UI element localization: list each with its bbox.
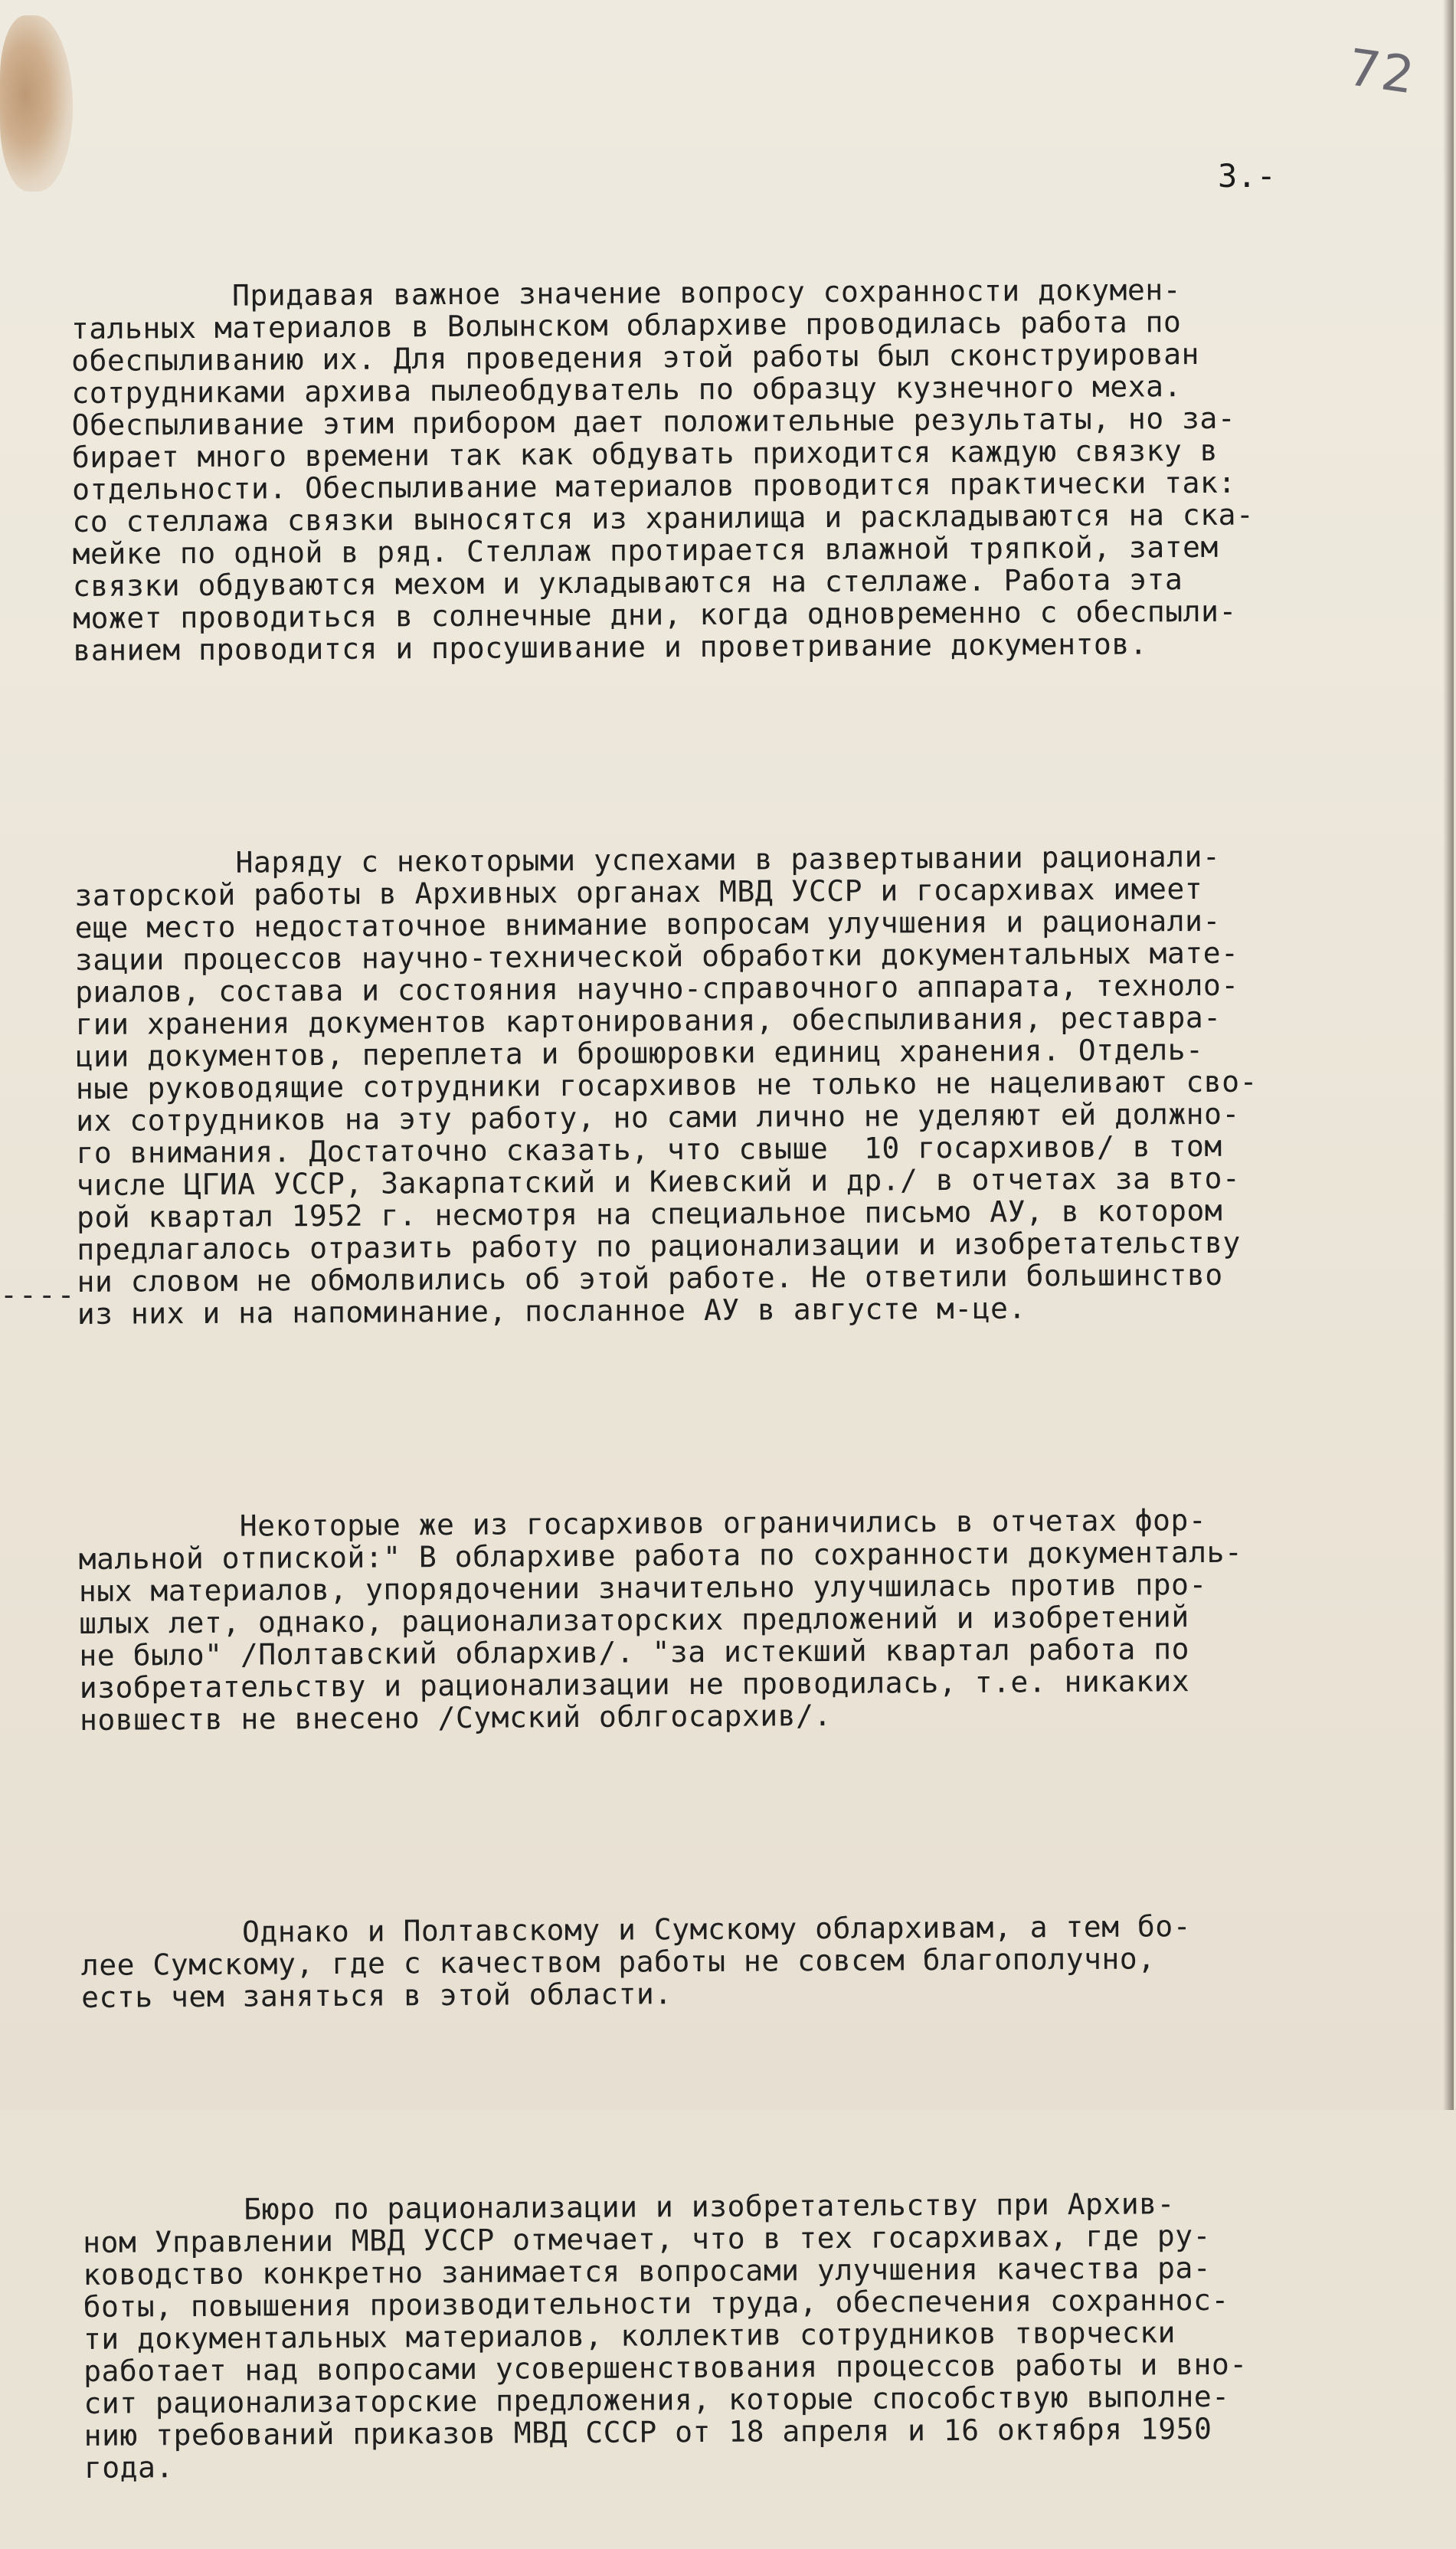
paragraph-poltava-sumy: Однако и Полтавскому и Сумскому облархивам, а тем бо- лее Сумскому, где с качеством работы не совсем благополучно, есть чем заняться в этой области.: [80, 1909, 1192, 2014]
paragraph-dust-removal: Придавая важное значение вопросу сохранности докумен- тальных материалов в Волынском облархиве проводилась работа по обеспыливанию их. Для проведения этой работы был сконструирован сотрудниками архива пылеобдуватель по образцу кузнечного меха. Обеспыливание этим прибором дает положительные результаты, но за- бирает много времени так как обдувать приходится каждую связку в отдельности. Обеспыливание материалов проводится практически так: со стеллажа связки выносятся из хранилища и раскладываются на ска- мейке по одной в ряд. Стеллаж протирается влажной тряпкой, затем связки обдуваются мехом и укладываются на стеллаже. Работа эта может проводиться в солнечные дни, когда одновременно с обеспыли- ванием проводится и просушивание и проветривание документов.: [70, 273, 1255, 667]
document-body: [70, 208, 1456, 2548]
paragraph-formal-reports: Некоторые же из госархивов ограничились в отчетах фор- мальной отпиской:" В облархиве работа по сохранности документаль- ных материалов, упорядочении значительно улучшилась против про- шлых лет, однако, рационализаторских предложений и изобретений не было" /Полтавский облархив/. "за истекший квартал работа по изобретательству и рационализации не проводилась, т.е. никаких новшеств не внесено /Сумский облгосархив/.: [78, 1502, 1243, 1737]
page-number: 3.-: [1218, 157, 1276, 195]
folio-number: 72: [1344, 38, 1419, 106]
margin-mark: ----: [0, 1278, 77, 1312]
paragraph-insufficient-attention: Наряду с некоторыми успехами в развертывании рационали- заторской работы в Архивных органах МВД УССР и госархивах имеет еще место недостаточное внимание вопросам улучшения и рационали- зации процессов научно-технической обработки документальных мате- риалов, состава и состояния научно-справочного аппарата, техноло- гии хранения документов картонирования, обеспыливания, реставра- ции документов, переплета и брошюровки единиц хранения. Отдель- ные руководящие сотрудники госархивов не только не нацеливают сво- их сотрудников на эту работу, но сами лично не уделяют ей должно- го внимания. Достаточно сказать, что свыше 10 госархивов/ в том числе ЦГИА УССР, Закарпатский и Киевский и др./ в отчетах за вто- рой квартал 1952 г. несмотря на специальное письмо АУ, в котором предлагалось отразить работу по рационализации и изобретательству ни словом не обмолвились об этой работе. Не ответили большинство из них и на напоминание, посланное АУ в августе м-це.: [74, 839, 1258, 1331]
paper-stain: [0, 15, 73, 192]
paragraph-bureau-notes: Бюро по рационализации и изобретательству при Архив- ном Управлении МВД УССР отмечает, что в тех госархивах, где ру- ководство конкретно занимается вопросами улучшения качества ра- боты, повышения производительности труда, обеспечения сохраннос- ти документальных материалов, коллектив сотрудников творчески работает над вопросами усовершенствования процессов работы и вно- сит рационализаторские предложения, которые способствую выполне- нию требований приказов МВД СССР от 18 апреля и 16 октября 1950 года.: [82, 2187, 1248, 2485]
